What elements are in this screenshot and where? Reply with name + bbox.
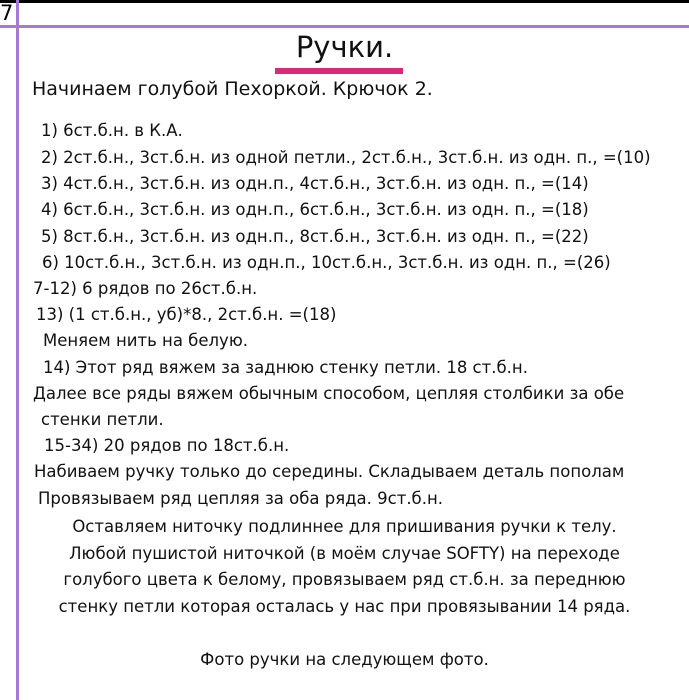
instruction-row: 15-34) 20 рядов по 18ст.б.н.: [44, 436, 290, 455]
header-divider-line: [0, 25, 689, 28]
instruction-row: 1) 6ст.б.н. в К.А.: [41, 121, 183, 140]
instruction-row: 7-12) 6 рядов по 26ст.б.н.: [33, 279, 258, 298]
intro-line: Начинаем голубой Пехоркой. Крючок 2.: [32, 78, 433, 100]
instruction-row: 13) (1 ст.б.н., уб)*8., 2ст.б.н. =(18): [36, 305, 337, 324]
instruction-row: 3) 4ст.б.н., 3ст.б.н. из одн.п., 4ст.б.н., 3ст.б.н. из одн. п., =(14): [41, 174, 589, 193]
instruction-centered-line: стенку петли которая осталась у нас при провязывании 14 ряда.: [58, 597, 631, 616]
top-border-line: [0, 0, 689, 3]
page-title: Ручки.: [295, 30, 394, 64]
footer-note: Фото ручки на следующем фото.: [200, 650, 489, 669]
instruction-row: Провязываем ряд цепляя за оба ряда. 9ст.б.н.: [38, 489, 444, 508]
title-underline-bar: [275, 68, 403, 74]
instruction-centered-line: голубого цвета к белому, провязываем ряд ст.б.н. за переднюю: [63, 570, 626, 589]
instruction-row: 2) 2ст.б.н., 3ст.б.н. из одной петли., 2ст.б.н., 3ст.б.н. из одн. п., =(10): [41, 148, 651, 167]
instruction-row: стенки петли.: [41, 410, 164, 429]
instruction-row: Набиваем ручку только до середины. Складываем деталь пополам: [34, 462, 625, 481]
instruction-row: 14) Этот ряд вяжем за заднюю стенку петли. 18 ст.б.н.: [43, 358, 528, 377]
instruction-centered-line: Оставляем ниточку подлиннее для пришивания ручки к телу.: [72, 517, 617, 536]
instruction-row: 5) 8ст.б.н., 3ст.б.н. из одн.п., 8ст.б.н., 3ст.б.н. из одн. п., =(22): [41, 227, 589, 246]
instruction-row: 4) 6ст.б.н., 3ст.б.н. из одн.п., 6ст.б.н., 3ст.б.н. из одн. п., =(18): [41, 200, 589, 219]
instruction-centered-line: Любой пушистой ниточкой (в моём случае SOFTY) на переходе: [69, 544, 620, 563]
instruction-row: Меняем нить на белую.: [43, 331, 248, 350]
page-number: 7: [0, 1, 14, 25]
instruction-row: 6) 10ст.б.н., 3ст.б.н. из одн.п., 10ст.б.н., 3ст.б.н. из одн. п., =(26): [42, 253, 611, 272]
instruction-row: Далее все ряды вяжем обычным способом, цепляя столбики за обе: [33, 384, 625, 403]
